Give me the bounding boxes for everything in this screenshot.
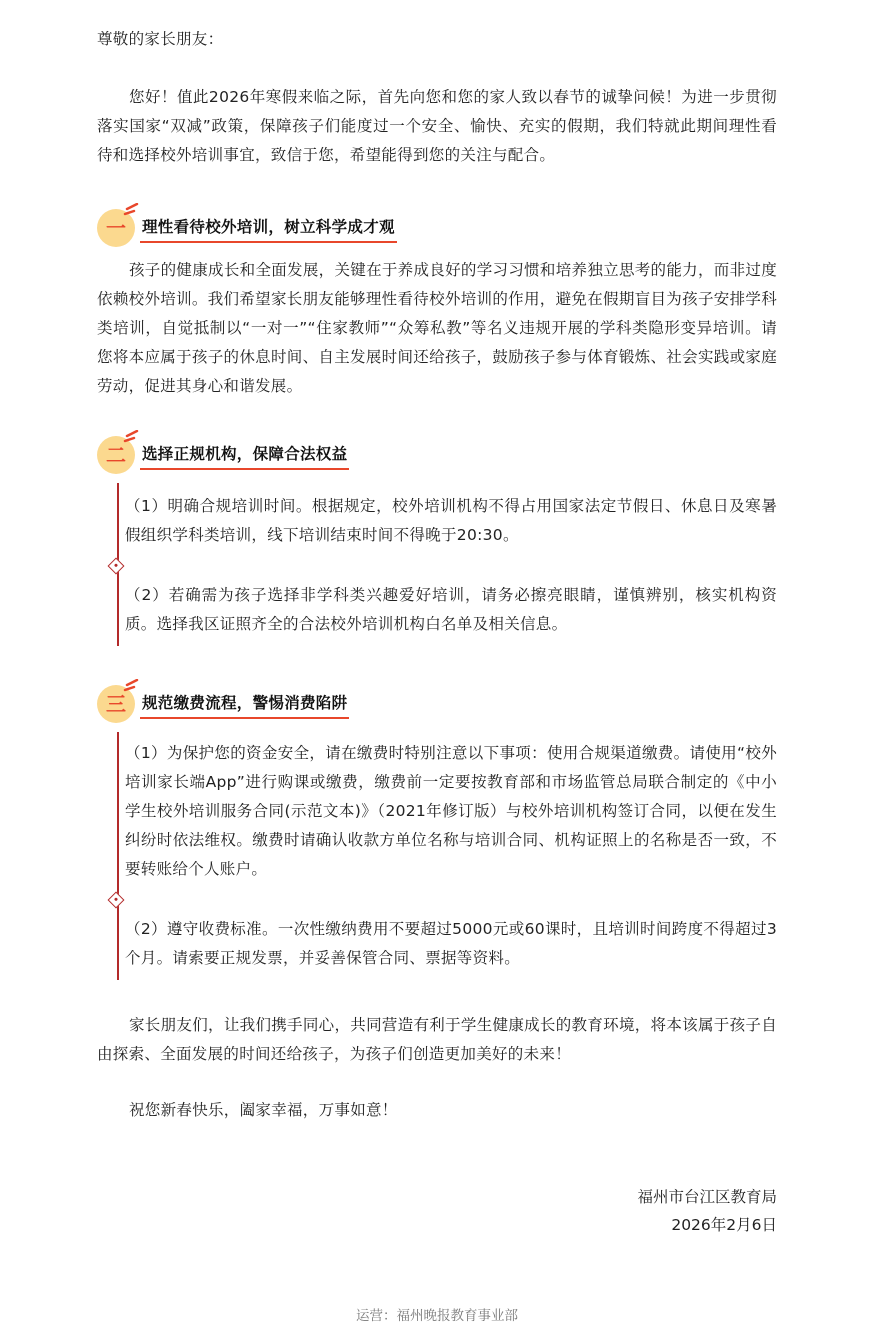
section-2-item-2: （2）若确需为孩子选择非学科类兴趣爱好培训，请务必擦亮眼睛，谨慎辨别，核实机构资质。选择我区证照齐全的合法校外培训机构白名单及相关信息。 <box>125 586 777 633</box>
section-3-header <box>97 681 777 727</box>
section-title: 规范缴费流程，警惕消费陷阱 <box>140 691 349 719</box>
footer-operator: 运营：福州晚报教育事业部 <box>356 1308 518 1324</box>
signature-date: 2026年2月6日 <box>671 1216 777 1234</box>
section-2-item-1: （1）明确合规培训时间。根据规定，校外培训机构不得占用国家法定节假日、休息日及寒暑假组织学科类培训，线下培训结束时间不得晚于20:30。 <box>125 497 777 544</box>
timeline-line <box>117 732 119 980</box>
intro-paragraph: 您好！值此2026年寒假来临之际，首先向您和您的家人致以春节的诚挚问候！为进一步贯彻落实国家“双减”政策，保障孩子们能度过一个安全、愉快、充实的假期，我们特就此期间理性看待和选择校外培训事宜，致信于您，希望能得到您的关注与配合。 <box>97 88 777 164</box>
salutation: 尊敬的家长朋友： <box>97 30 224 48</box>
sparkle-icon <box>123 430 139 444</box>
section-number: 三 <box>106 692 126 716</box>
wishes: 祝您新春快乐，阖家幸福，万事如意！ <box>129 1101 398 1119</box>
diamond-marker-icon <box>108 892 125 909</box>
section-1-header <box>97 205 777 251</box>
signature-org: 福州市台江区教育局 <box>637 1188 777 1206</box>
diamond-marker-icon <box>108 558 125 575</box>
section-1-body: 孩子的健康成长和全面发展，关键在于养成良好的学习习惯和培养独立思考的能力，而非过度依赖校外培训。我们希望家长朋友能够理性看待校外培训的作用，避免在假期盲目为孩子安排学科类培训，自觉抵制以“一对一”“住家教师”“众筹私教”等名义违规开展的学科类隐形变异培训。请您将本应属于孩子的休息时间、自主发展时间还给孩子，鼓励孩子参与体育锻炼、社会实践或家庭劳动，促进其身心和谐发展。 <box>97 261 777 395</box>
section-2-header <box>97 432 777 478</box>
section-3-item-2: （2）遵守收费标准。一次性缴纳费用不要超过5000元或60课时，且培训时间跨度不得超过3个月。请索要正规发票，并妥善保管合同、票据等资料。 <box>125 920 777 967</box>
section-number: 二 <box>106 443 126 467</box>
section-number: 一 <box>106 216 126 240</box>
section-title: 理性看待校外培训，树立科学成才观 <box>140 215 397 243</box>
section-title: 选择正规机构，保障合法权益 <box>140 442 349 470</box>
closing-paragraph: 家长朋友们，让我们携手同心，共同营造有利于学生健康成长的教育环境，将本该属于孩子自由探索、全面发展的时间还给孩子，为孩子们创造更加美好的未来！ <box>97 1016 777 1063</box>
section-3-item-1: （1）为保护您的资金安全，请在缴费时特别注意以下事项：使用合规渠道缴费。请使用“校外培训家长端App”进行购课或缴费，缴费前一定要按教育部和市场监管总局联合制定的《中小学生校外培训服务合同(示范文本)》（2021年修订版）与校外培训机构签订合同，以便在发生纠纷时依法维权。缴费时请确认收款方单位名称与培训合同、机构证照上的名称是否一致，不要转账给个人账户。 <box>125 744 777 878</box>
sparkle-icon <box>123 203 139 217</box>
sparkle-icon <box>123 679 139 693</box>
